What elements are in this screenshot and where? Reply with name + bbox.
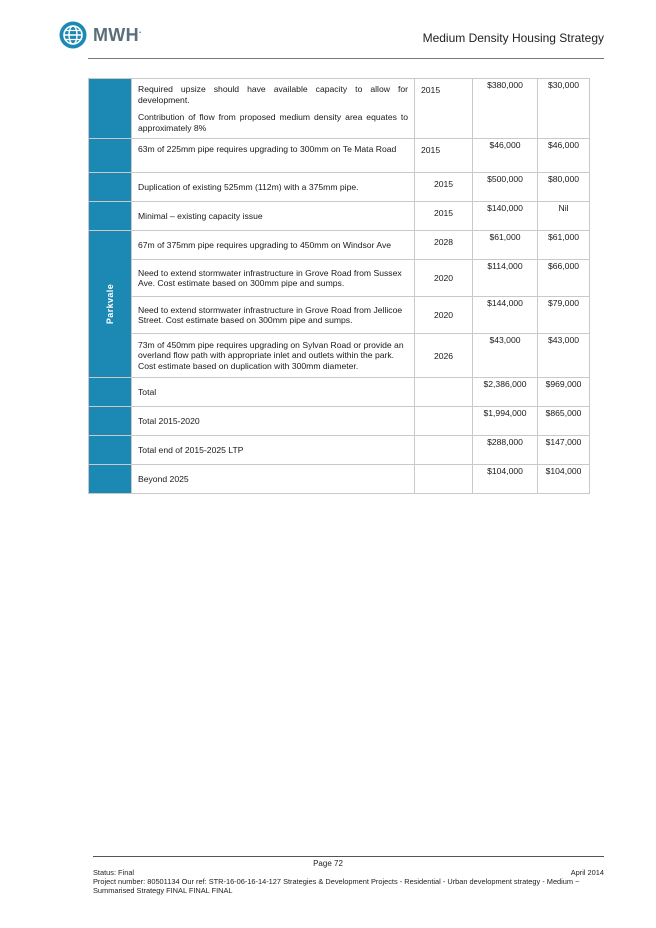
row-year: 2026 (415, 334, 473, 378)
row-description (132, 202, 415, 231)
row-year: 2015 (415, 139, 473, 173)
description-text: Duplication of existing 525mm (112m) with a 375mm pipe. (138, 181, 359, 192)
footer-project-info: Project number: 80501134 Our ref: STR-16-06-16-14-127 Strategies & Development Projects - Residential - Urban development strategy - Medium ~ Summarised Strategy FINAL FINAL FINAL (93, 877, 580, 895)
row-total-cost: $61,000 (473, 231, 538, 260)
row-share-cost: $79,000 (538, 297, 590, 334)
table-row (89, 139, 590, 173)
table-row (89, 231, 590, 260)
row-total-cost: $380,000 (473, 79, 538, 139)
table-row (89, 79, 590, 139)
row-band (89, 79, 132, 139)
description-text: 67m of 375mm pipe requires upgrading to 450mm on Windsor Ave (138, 239, 392, 250)
footer-divider (93, 856, 604, 857)
row-band (89, 139, 132, 173)
description-text: 73m of 450mm pipe requires upgrading on Sylvan Road or provide an overland flow path with appropriate inlet and outlets within the park. Cost estimate based on duplication with 300mm diameter. (138, 339, 404, 371)
row-year: 2020 (415, 260, 473, 297)
description-text: Minimal – existing capacity issue (138, 210, 263, 221)
total-cost: $1,994,000 (473, 407, 538, 436)
total-cost: $104,000 (473, 465, 538, 494)
region-band (89, 231, 132, 378)
globe-logo-icon (59, 21, 87, 49)
total-share: $969,000 (538, 378, 590, 407)
description-text: Required upsize should have available capacity to allow for development. (138, 84, 408, 105)
footer-status: Status: Final (93, 868, 135, 877)
total-label: Total end of 2015-2025 LTP (132, 436, 415, 465)
row-description (132, 173, 415, 202)
row-total-cost: $46,000 (473, 139, 538, 173)
row-total-cost: $114,000 (473, 260, 538, 297)
total-row (89, 378, 590, 407)
table-row (89, 297, 590, 334)
table-row (89, 260, 590, 297)
total-row (89, 407, 590, 436)
total-label: Beyond 2025 (132, 465, 415, 494)
description-text: 63m of 225mm pipe requires upgrading to 300mm on Te Mata Road (138, 144, 397, 154)
row-band (89, 436, 132, 465)
row-total-cost: $140,000 (473, 202, 538, 231)
table-row (89, 173, 590, 202)
row-band (89, 202, 132, 231)
row-share-cost: $30,000 (538, 79, 590, 139)
total-label: Total 2015-2020 (132, 407, 415, 436)
total-row (89, 465, 590, 494)
company-logo (59, 21, 142, 49)
row-share-cost: $66,000 (538, 260, 590, 297)
row-share-cost: $46,000 (538, 139, 590, 173)
total-share: $104,000 (538, 465, 590, 494)
row-band (89, 407, 132, 436)
row-year: 2028 (415, 231, 473, 260)
row-year-empty (415, 407, 473, 436)
page-number: Page 72 (313, 859, 343, 868)
total-cost: $2,386,000 (473, 378, 538, 407)
document-title: Medium Density Housing Strategy (422, 31, 604, 45)
table-row (89, 202, 590, 231)
row-description (132, 79, 415, 139)
footer-date: April 2014 (570, 868, 604, 877)
row-year: 2015 (415, 202, 473, 231)
total-share: $865,000 (538, 407, 590, 436)
row-year-empty (415, 436, 473, 465)
row-band (89, 465, 132, 494)
description-text: Need to extend stormwater infrastructure in Grove Road from Sussex Ave. Cost estimate based on 300mm pipe and sumps. (138, 267, 402, 288)
row-year: 2015 (415, 173, 473, 202)
header-divider (88, 58, 604, 59)
row-total-cost: $43,000 (473, 334, 538, 378)
table-row (89, 334, 590, 378)
row-description (132, 139, 415, 173)
row-share-cost: Nil (538, 202, 590, 231)
row-band (89, 378, 132, 407)
logo-wordmark: MWH. (93, 24, 142, 45)
row-description (132, 260, 415, 297)
row-description (132, 334, 415, 378)
region-label: Parkvale (105, 283, 115, 325)
row-share-cost: $80,000 (538, 173, 590, 202)
description-text: Contribution of flow from proposed medium density area equates to approximately 8% (138, 112, 408, 133)
row-year: 2020 (415, 297, 473, 334)
row-year: 2015 (415, 79, 473, 139)
row-year-empty (415, 465, 473, 494)
description-text: Need to extend stormwater infrastructure in Grove Road from Jellicoe Street. Cost estimate based on 300mm pipe and sumps. (138, 304, 403, 325)
total-label: Total (132, 378, 415, 407)
row-share-cost: $43,000 (538, 334, 590, 378)
total-cost: $288,000 (473, 436, 538, 465)
total-row (89, 436, 590, 465)
row-total-cost: $144,000 (473, 297, 538, 334)
row-band (89, 173, 132, 202)
cost-table (88, 78, 590, 494)
row-description (132, 297, 415, 334)
row-description (132, 231, 415, 260)
total-share: $147,000 (538, 436, 590, 465)
row-year-empty (415, 378, 473, 407)
row-share-cost: $61,000 (538, 231, 590, 260)
row-total-cost: $500,000 (473, 173, 538, 202)
